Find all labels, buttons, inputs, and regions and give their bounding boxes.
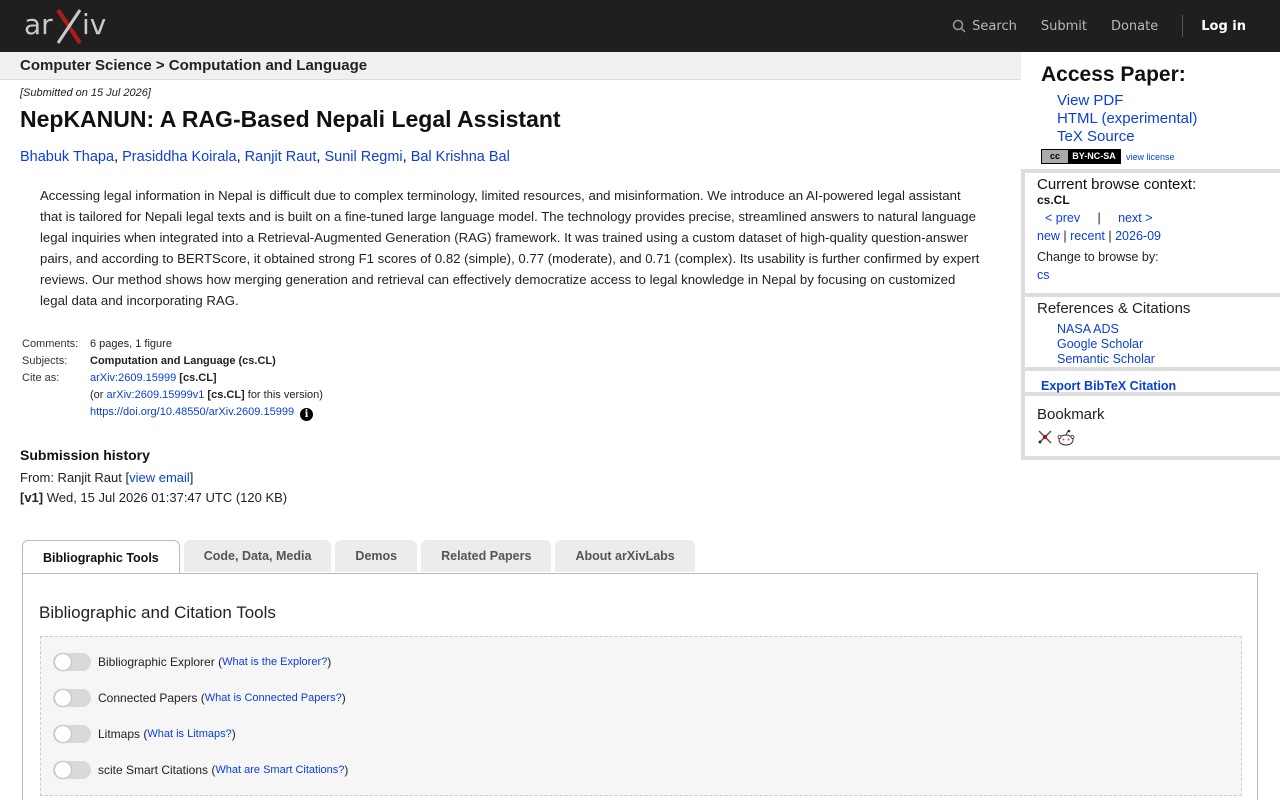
version-details: Wed, 15 Jul 2026 01:37:47 UTC (120 KB) xyxy=(43,490,288,505)
tool-help-link[interactable]: What is Litmaps? xyxy=(147,728,232,740)
nasa-ads-link[interactable]: NASA ADS xyxy=(1057,322,1119,336)
version-id-link[interactable]: arXiv:2609.15999v1 xyxy=(106,389,205,401)
prev-link[interactable]: < prev xyxy=(1045,211,1081,225)
search-link[interactable] xyxy=(952,19,1017,34)
view-license-link[interactable]: view license xyxy=(1126,151,1175,162)
browse-context-value: cs.CL xyxy=(1037,193,1070,207)
author-link[interactable]: Bal Krishna Bal xyxy=(410,149,510,165)
version-prefix: (or xyxy=(90,389,107,401)
submitter-line xyxy=(20,470,193,485)
cs-link[interactable]: cs xyxy=(1037,268,1050,282)
explorer-toggle[interactable] xyxy=(53,653,91,671)
access-links xyxy=(1057,92,1197,146)
tool-row-scite: scite Smart Citations ( What are Smart Citations? ) xyxy=(53,760,348,780)
scite-toggle[interactable] xyxy=(53,761,91,779)
next-link[interactable]: next > xyxy=(1118,211,1153,225)
tab-panel xyxy=(22,573,1258,800)
export-bibtex-link[interactable]: Export BibTeX Citation xyxy=(1041,379,1177,393)
view-email-link[interactable]: view email xyxy=(129,470,190,485)
tab-demos[interactable]: Demos xyxy=(335,540,417,572)
svg-text:iv: iv xyxy=(82,8,107,41)
from-prefix: From: Ranjit Raut [ xyxy=(20,470,130,485)
tex-source-link[interactable]: TeX Source xyxy=(1057,128,1135,145)
references-title: References & Citations xyxy=(1037,300,1191,317)
cc-icon: cc xyxy=(1042,150,1068,163)
donate-link[interactable]: Donate xyxy=(1110,18,1159,34)
google-scholar-link[interactable]: Google Scholar xyxy=(1057,337,1144,351)
tool-label: Litmaps xyxy=(98,727,141,741)
version-suffix: for this version) xyxy=(244,389,323,401)
bookmark-icons xyxy=(1037,429,1075,447)
tool-help-link[interactable]: What is Connected Papers? xyxy=(204,692,342,704)
change-browse-label: Change to browse by: xyxy=(1037,250,1159,264)
tools-list xyxy=(40,636,1242,796)
svg-text:ar: ar xyxy=(24,8,53,41)
doi-link[interactable]: https://doi.org/10.48550/arXiv.2609.15999 xyxy=(90,406,295,418)
cite-category: [cs.CL] xyxy=(179,372,217,384)
author-link[interactable]: Sunil Regmi xyxy=(324,149,403,165)
prev-next-nav xyxy=(1045,211,1153,225)
abstract: Accessing legal information in Nepal is difficult due to complex terminology, limited resources, and misinformation. We introduce an AI-powered legal assistant that is tailored for Nepali legal texts and is built on a fine-tuned large language model. The technology provides precise, streamlined answers to natural language legal inquiries when integrated into a Retrieval-Augmented Generation (RAG) framework. It was trained using a custom dataset of high-quality question-answer pairs, and according to BERTScore, it obtained strong F1 scores of 0.82 (simple), 0.77 (moderate), and 0.71 (complex). Its usability is further confirmed by expert reviews. Our method shows how merging generation and retrieval can effectively democratize access to legal knowledge in Nepal by focusing on customized legal data and incorporating RAG. xyxy=(40,188,980,308)
recent-link[interactable]: recent xyxy=(1070,229,1105,243)
comments-label: Comments: xyxy=(22,338,79,350)
search-icon xyxy=(952,19,966,33)
semantic-scholar-link[interactable]: Semantic Scholar xyxy=(1057,352,1155,366)
view-pdf-link[interactable]: View PDF xyxy=(1057,92,1124,109)
info-icon[interactable]: i xyxy=(300,408,313,421)
nav-separator: | xyxy=(1097,211,1101,225)
browse-context-title: Current browse context: xyxy=(1037,176,1197,193)
author-list: Bhabuk Thapa, Prasiddha Koirala, Ranjit Raut, Sunil Regmi, Bal Krishna Bal xyxy=(20,149,510,165)
subheader xyxy=(0,52,1021,80)
tab-about-arxivlabs[interactable]: About arXivLabs xyxy=(555,540,694,572)
tool-label: Connected Papers xyxy=(98,691,198,705)
version-label: [v1] xyxy=(20,490,44,505)
subjects-value: Computation and Language (cs.CL) xyxy=(90,355,276,367)
tool-label: Bibliographic Explorer xyxy=(98,655,215,669)
month-link[interactable]: 2026-09 xyxy=(1115,229,1161,243)
reddit-icon[interactable] xyxy=(1057,429,1075,447)
version-entry xyxy=(20,490,287,505)
subjects-label: Subjects: xyxy=(22,355,68,367)
tool-help-link[interactable]: What are Smart Citations? xyxy=(215,764,345,776)
nav-divider xyxy=(1182,15,1183,37)
cite-id-link[interactable]: arXiv:2609.15999 xyxy=(90,372,177,384)
html-link[interactable]: HTML (experimental) xyxy=(1057,110,1198,127)
new-link[interactable]: new xyxy=(1037,229,1060,243)
license xyxy=(1041,149,1175,164)
paper-title: NepKANUN: A RAG-Based Nepali Legal Assistant xyxy=(20,106,561,132)
tool-row-explorer: Bibliographic Explorer ( What is the Explorer? ) xyxy=(53,652,331,672)
login-link[interactable]: Log in xyxy=(1201,18,1246,34)
sidebar xyxy=(1021,52,1280,460)
tool-row-litmaps: Litmaps ( What is Litmaps? ) xyxy=(53,724,236,744)
tool-help-link[interactable]: What is the Explorer? xyxy=(222,656,328,668)
author-link[interactable]: Bhabuk Thapa xyxy=(20,149,115,165)
author-link[interactable]: Ranjit Raut xyxy=(244,149,317,165)
arxiv-logo[interactable] xyxy=(24,7,112,45)
access-paper-title: Access Paper: xyxy=(1041,63,1186,86)
comments-value: 6 pages, 1 figure xyxy=(90,338,172,350)
version-category: [cs.CL] xyxy=(207,389,245,401)
breadcrumb: Computer Science > Computation and Language xyxy=(20,57,368,74)
author-link[interactable]: Prasiddha Koirala xyxy=(122,149,237,165)
connected-papers-toggle[interactable] xyxy=(53,689,91,707)
top-bar xyxy=(0,0,1280,52)
cite-label: Cite as: xyxy=(22,372,60,384)
panel-title: Bibliographic and Citation Tools xyxy=(39,603,276,622)
submission-history-title: Submission history xyxy=(20,447,150,463)
bibsonomy-icon[interactable] xyxy=(1037,429,1053,445)
new-recent-nav: new | recent | 2026-09 xyxy=(1037,229,1161,243)
tools-tabs xyxy=(22,540,699,574)
from-suffix: ] xyxy=(189,470,194,485)
arxiv-logo-graphic xyxy=(24,7,112,45)
bookmark-title: Bookmark xyxy=(1037,406,1105,423)
top-nav xyxy=(952,0,1246,52)
submission-date: [Submitted on 15 Jul 2026] xyxy=(20,87,151,99)
cc-license-badge[interactable]: cc BY-NC-SA xyxy=(1041,149,1121,164)
cs-browse xyxy=(1037,268,1050,282)
tool-label: scite Smart Citations xyxy=(98,763,209,777)
tab-code-data-media[interactable]: Code, Data, Media xyxy=(184,540,332,572)
tab-related-papers[interactable]: Related Papers xyxy=(421,540,551,572)
tool-row-connected-papers: Connected Papers ( What is Connected Papers? ) xyxy=(53,688,346,708)
metadata-table xyxy=(20,336,325,424)
search-label: Search xyxy=(972,18,1017,34)
tab-bibliographic-tools[interactable]: Bibliographic Tools xyxy=(22,540,180,574)
litmaps-toggle[interactable] xyxy=(53,725,91,743)
references-links xyxy=(1057,322,1155,367)
submit-link[interactable]: Submit xyxy=(1040,18,1087,34)
